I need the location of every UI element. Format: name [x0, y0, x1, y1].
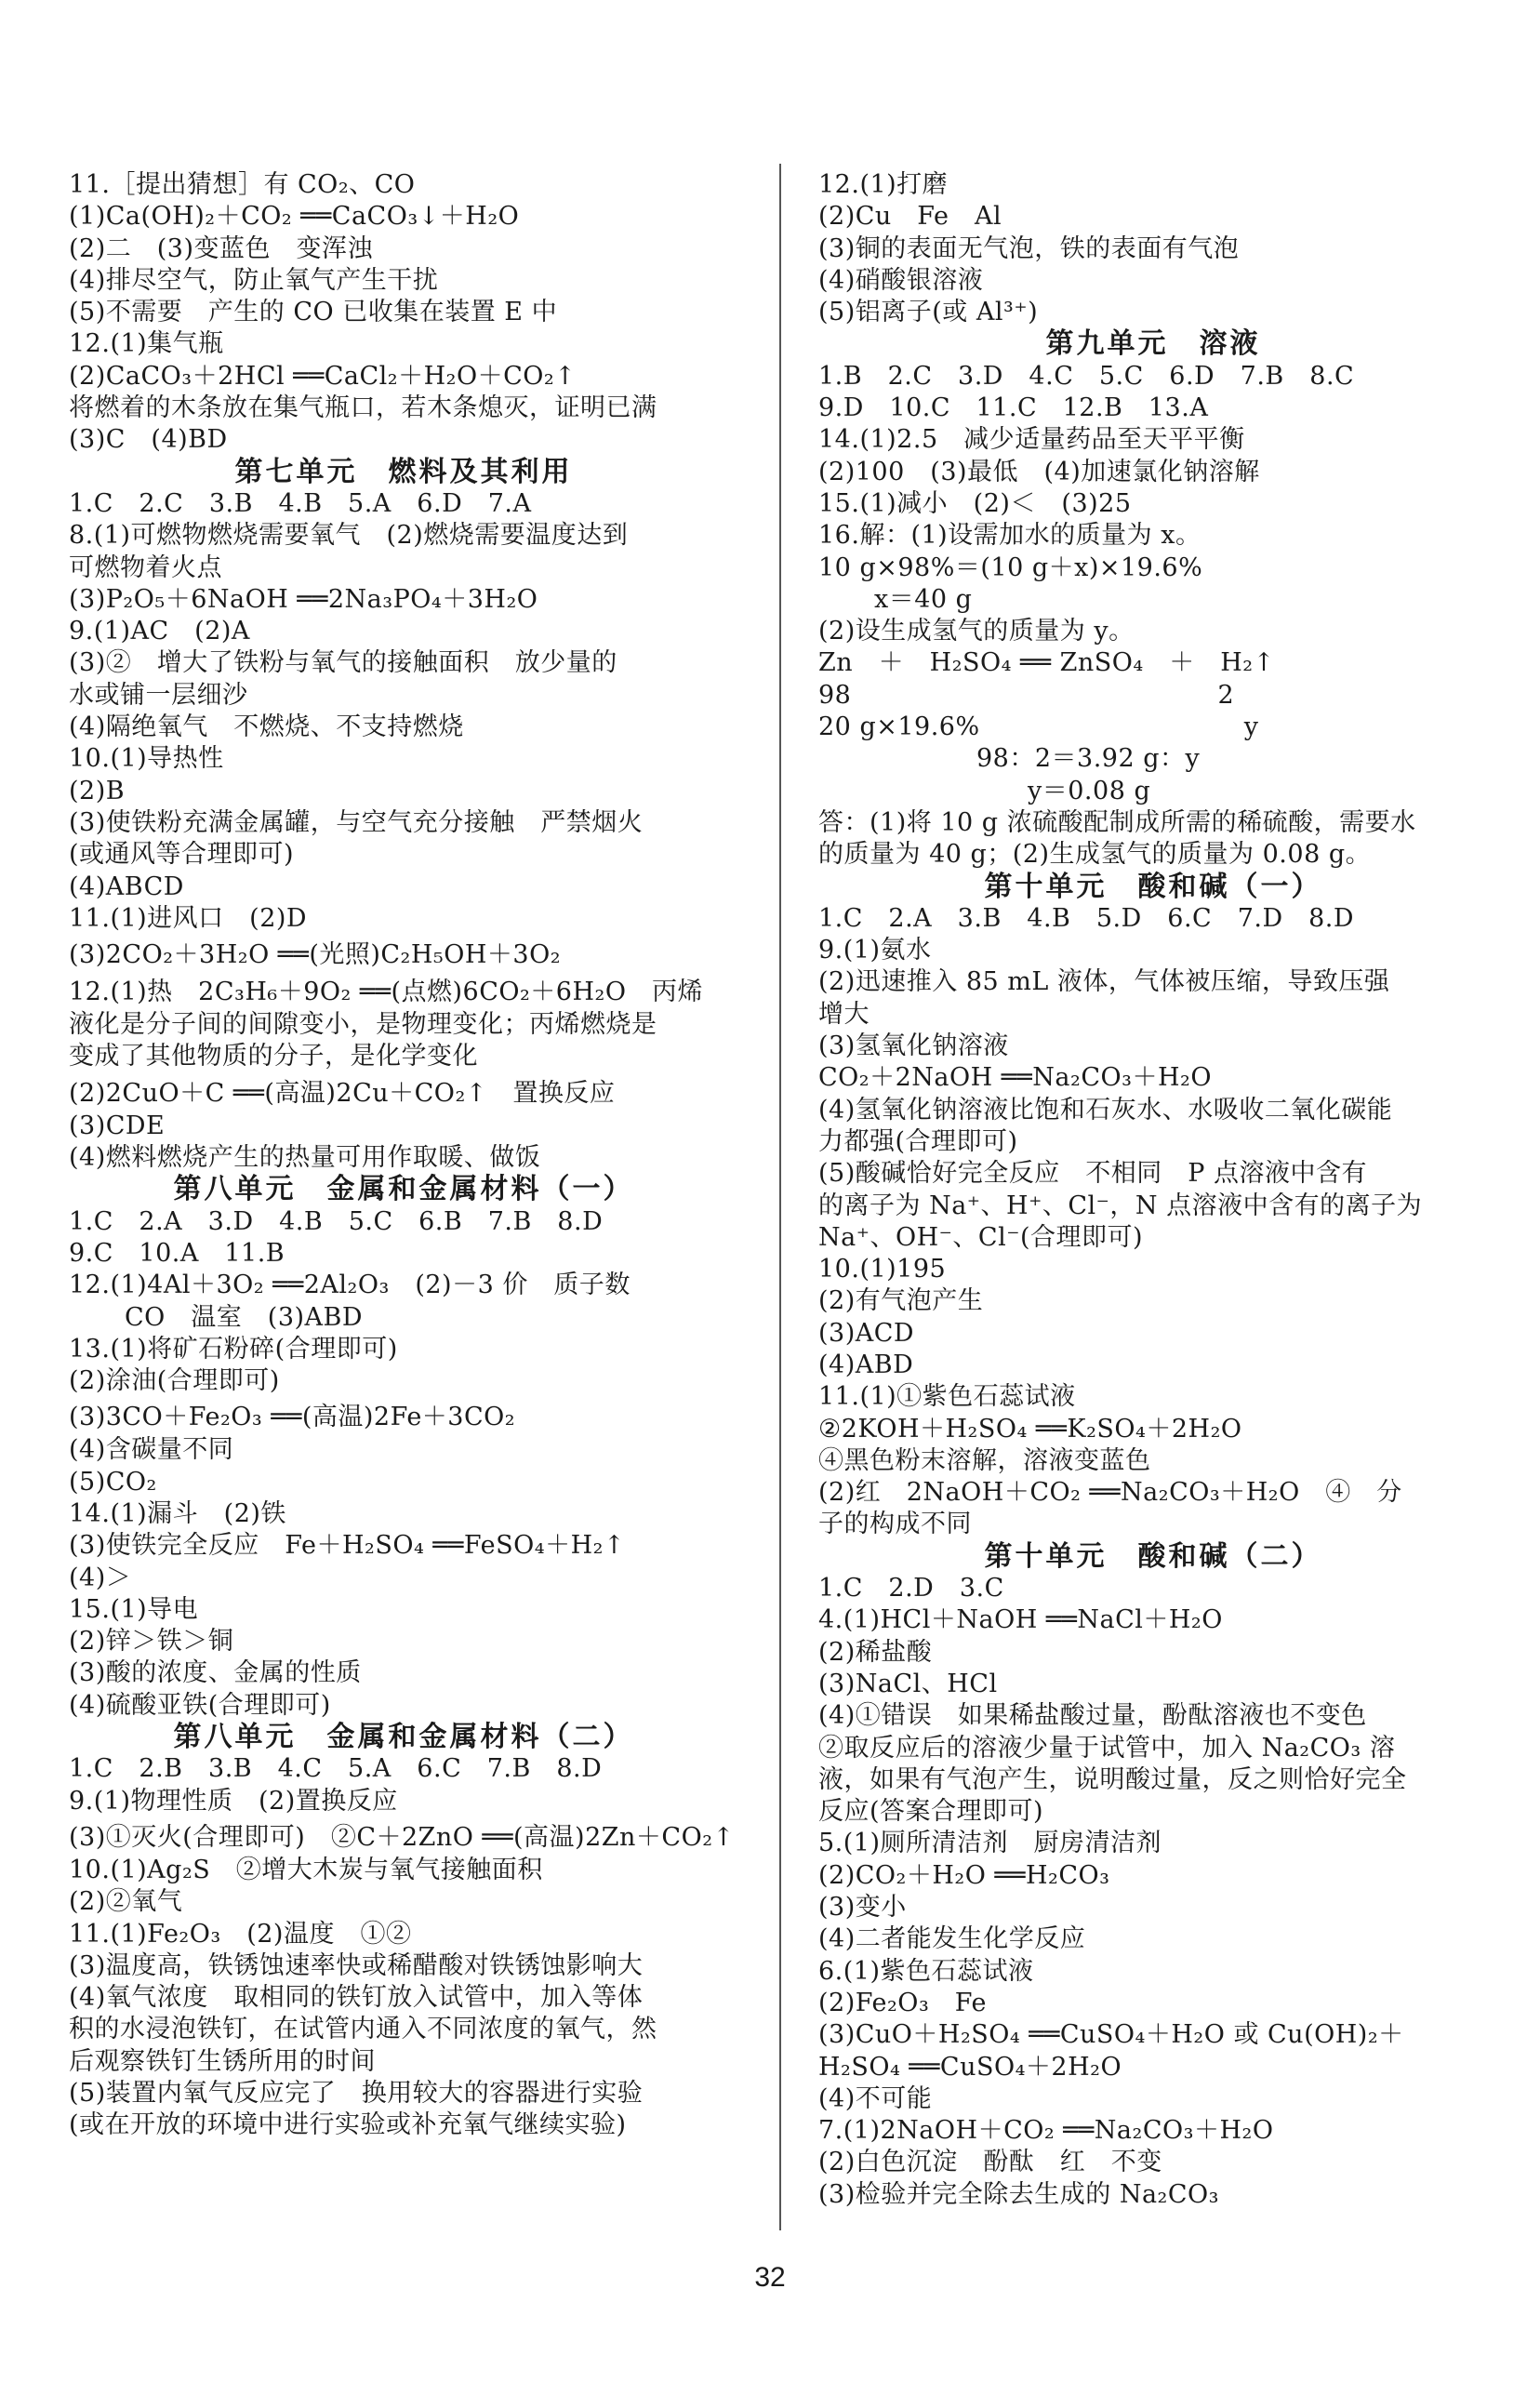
answer-line: Zn ＋ H₂SO₄ ══ ZnSO₄ ＋ H₂↑ [818, 648, 1275, 678]
answer-line: (3)2CO₂＋3H₂O ══(光照)C₂H₅OH＋3O₂ [69, 940, 562, 970]
answer-line: 积的水浸泡铁钉，在试管内通入不同浓度的氧气，然 [69, 2015, 657, 2044]
answer-line: 力都强(合理即可) [818, 1126, 1018, 1156]
answer-line: (2)Fe₂O₃ Fe [818, 1988, 987, 2017]
answer-line: (2)CaCO₃＋2HCl ══CaCl₂＋H₂O＋CO₂↑ [69, 361, 577, 391]
unit-heading: 第十单元 酸和碱（二） [984, 1539, 1322, 1573]
answer-line: (2)设生成氢气的质量为 y。 [818, 617, 1135, 646]
answer-line: 7.(1)2NaOH＋CO₂ ══Na₂CO₃＋H₂O [818, 2116, 1274, 2146]
answer-line: 1.C 2.D 3.C [818, 1574, 1004, 1604]
answer-line: ②取反应后的溶液少量于试管中，加入 Na₂CO₃ 溶 [818, 1733, 1396, 1763]
answer-line: (3)①灭火(合理即可) ②C＋2ZnO ══(高温)2Zn＋CO₂↑ [69, 1822, 735, 1852]
answer-line: 1.C 2.C 3.B 4.B 5.A 6.D 7.A [69, 488, 532, 518]
answer-line: (4)硝酸银溶液 [818, 265, 984, 295]
answer-line: (1)Ca(OH)₂＋CO₂ ══CaCO₃↓＋H₂O [69, 202, 520, 232]
answer-line: 水或铺一层细沙 [69, 680, 248, 710]
answer-line: 98：2＝3.92 g：y [976, 744, 1201, 774]
answer-line: 增大 [818, 999, 870, 1029]
answer-line: (2)迅速推入 85 mL 液体，气体被压缩，导致压强 [818, 967, 1390, 997]
unit-heading: 第十单元 酸和碱（一） [984, 870, 1322, 903]
answer-line: (3)CDE [69, 1111, 166, 1140]
answer-line: x＝40 g [874, 584, 973, 614]
answer-line: (3)② 增大了铁粉与氧气的接触面积 放少量的 [69, 648, 617, 678]
answer-line: (2)锌＞铁＞铜 [69, 1627, 234, 1657]
answer-line: 13.(1)将矿石粉碎(合理即可) [69, 1334, 398, 1364]
answer-line: (3)变小 [818, 1893, 907, 1923]
answer-line: 可燃物着火点 [69, 552, 222, 582]
answer-line: 1.C 2.B 3.B 4.C 5.A 6.C 7.B 8.D [69, 1754, 603, 1784]
answer-line: (2)白色沉淀 酚酞 红 不变 [818, 2148, 1162, 2177]
answer-line: (3)使铁粉充满金属罐，与空气充分接触 严禁烟火 [69, 807, 644, 837]
answer-line: (3)CuO＋H₂SO₄ ══CuSO₄＋H₂O 或 Cu(OH)₂＋ [818, 2020, 1404, 2050]
answer-line: (2)有气泡产生 [818, 1286, 984, 1316]
unit-heading: 第七单元 燃料及其利用 [234, 455, 573, 488]
answer-line: (2)B [69, 776, 126, 805]
answer-line: 1.C 2.A 3.D 4.B 5.C 6.B 7.B 8.D [69, 1206, 604, 1236]
answer-line: 4.(1)HCl＋NaOH ══NaCl＋H₂O [818, 1605, 1223, 1635]
answer-line: (5)装置内氧气反应完了 换用较大的容器进行实验 [69, 2079, 644, 2109]
answer-line: 反应(答案合理即可) [818, 1797, 1044, 1827]
answer-line: 9.(1)氨水 [818, 936, 932, 965]
answer-line: (4)含碳量不同 [69, 1435, 234, 1465]
answer-line: (或在开放的环境中进行实验或补充氧气继续实验) [69, 2110, 627, 2140]
answer-line: 9.C 10.A 11.B [69, 1238, 285, 1268]
unit-heading: 第八单元 金属和金属材料（一） [173, 1173, 634, 1206]
answer-line: (2)②氧气 [69, 1887, 183, 1917]
answer-line: H₂SO₄ ══CuSO₄＋2H₂O [818, 2052, 1122, 2082]
answer-line: (2)CO₂＋H₂O ══H₂CO₃ [818, 1860, 1110, 1890]
answer-line: (2)Cu Fe Al [818, 202, 1002, 232]
answer-line: 变成了其他物质的分子，是化学变化 [69, 1042, 478, 1071]
answer-line: 8.(1)可燃物燃烧需要氧气 (2)燃烧需要温度达到 [69, 521, 629, 551]
answer-line: y＝0.08 g [1028, 776, 1151, 805]
answer-line: 答：(1)将 10 g 浓硫酸配制成所需的稀硫酸，需要水 [818, 807, 1416, 837]
answer-line: (2)二 (3)变蓝色 变浑浊 [69, 233, 373, 263]
answer-line: (2)稀盐酸 [818, 1637, 933, 1667]
right-answer-column [818, 169, 1488, 2211]
answer-line: (3)P₂O₅＋6NaOH ══2Na₃PO₄＋3H₂O [69, 584, 538, 614]
answer-line: 9.(1)物理性质 (2)置换反应 [69, 1786, 398, 1816]
answer-line: (4)排尽空气，防止氧气产生干扰 [69, 265, 439, 295]
answer-line: (5)铝离子(或 Al³⁺) [818, 298, 1039, 327]
answer-line: 1.C 2.A 3.B 4.B 5.D 6.C 7.D 8.D [818, 903, 1355, 933]
answer-line: (3)温度高，铁锈蚀速率快或稀醋酸对铁锈蚀影响大 [69, 1950, 644, 1980]
answer-line: (4)ABD [818, 1350, 914, 1379]
answer-line: (4)①错误 如果稀盐酸过量，酚酞溶液也不变色 [818, 1701, 1367, 1731]
answer-line: (4)＞ [69, 1563, 132, 1592]
answer-line: 的质量为 40 g；(2)生成氢气的质量为 0.08 g。 [818, 840, 1372, 870]
answer-line: (2)红 2NaOH＋CO₂ ══Na₂CO₃＋H₂O ④ 分 [818, 1478, 1402, 1508]
answer-line: 20 g×19.6% y [818, 712, 1259, 742]
answer-line: (4)不可能 [818, 2083, 933, 2113]
answer-line: 10.(1)导热性 [69, 744, 224, 774]
answer-line: 9.(1)AC (2)A [69, 617, 250, 646]
answer-line: Na⁺、OH⁻、Cl⁻(合理即可) [818, 1222, 1144, 1252]
answer-line: (3)酸的浓度、金属的性质 [69, 1658, 362, 1688]
answer-line: (4)氧气浓度 取相同的铁钉放入试管中，加入等体 [69, 1983, 644, 2013]
answer-line: 12.(1)热 2C₃H₆＋9O₂ ══(点燃)6CO₂＋6H₂O 丙烯 [69, 978, 703, 1007]
answer-line: (3)使铁完全反应 Fe＋H₂SO₄ ══FeSO₄＋H₂↑ [69, 1531, 626, 1561]
answer-line: 11.(1)Fe₂O₃ (2)温度 ①② [69, 1919, 412, 1949]
answer-line: 后观察铁钉生锈所用的时间 [69, 2046, 376, 2076]
answer-line: (5)CO₂ [69, 1467, 157, 1497]
answer-line: 的离子为 Na⁺、H⁺、Cl⁻，N 点溶液中含有的离子为 [818, 1191, 1423, 1220]
page-number: 32 [754, 2262, 786, 2293]
answer-line: 液，如果有气泡产生，说明酸过量，反之则恰好完全 [818, 1764, 1407, 1794]
answer-line: (3)3CO＋Fe₂O₃ ══(高温)2Fe＋3CO₂ [69, 1403, 516, 1432]
answer-line: 10.(1)195 [818, 1255, 947, 1284]
answer-line: (或通风等合理即可) [69, 840, 295, 870]
answer-line: (4)隔绝氧气 不燃烧、不支持燃烧 [69, 712, 464, 742]
answer-line: (5)酸碱恰好完全反应 不相同 P 点溶液中含有 [818, 1159, 1367, 1189]
answer-line: 子的构成不同 [818, 1510, 972, 1539]
answer-line: (3)NaCl、HCl [818, 1669, 998, 1698]
answer-line: (3)ACD [818, 1318, 915, 1348]
answer-line: 11.［提出猜想］有 CO₂、CO [69, 170, 416, 199]
answer-line: CO 温室 (3)ABD [125, 1302, 364, 1332]
answer-line: (2)2CuO＋C ══(高温)2Cu＋CO₂↑ 置换反应 [69, 1078, 616, 1108]
answer-line: (2)100 (3)最低 (4)加速氯化钠溶解 [818, 457, 1260, 486]
answer-line: (4)燃料燃烧产生的热量可用作取暖、做饭 [69, 1143, 541, 1173]
answer-line: 11.(1)①紫色石蕊试液 [818, 1382, 1076, 1412]
answer-line: (3)C (4)BD [69, 425, 228, 455]
answer-line: (4)二者能发生化学反应 [818, 1924, 1086, 1954]
answer-line: 10.(1)Ag₂S ②增大木炭与氧气接触面积 [69, 1855, 543, 1884]
left-answer-column [69, 169, 738, 2142]
answer-line: ②2KOH＋H₂SO₄ ══K₂SO₄＋2H₂O [818, 1414, 1242, 1444]
unit-heading: 第八单元 金属和金属材料（二） [173, 1721, 634, 1754]
answer-line: ④黑色粉末溶解，溶液变蓝色 [818, 1445, 1151, 1475]
unit-heading: 第九单元 溶液 [1045, 327, 1261, 361]
answer-line: 11.(1)进风口 (2)D [69, 903, 308, 933]
answer-line: (5)不需要 产生的 CO 已收集在装置 E 中 [69, 298, 558, 327]
answer-line: 98 2 [818, 680, 1235, 710]
answer-line: 5.(1)厕所清洁剂 厨房清洁剂 [818, 1829, 1162, 1858]
answer-line: 将燃着的木条放在集气瓶口，若木条熄灭，证明已满 [69, 393, 657, 423]
answer-line: CO₂＋2NaOH ══Na₂CO₃＋H₂O [818, 1063, 1212, 1093]
answer-line: (2)涂油(合理即可) [69, 1366, 280, 1396]
answer-line: 6.(1)紫色石蕊试液 [818, 1956, 1034, 1986]
column-divider [779, 164, 781, 2230]
answer-line: 9.D 10.C 11.C 12.B 13.A [818, 393, 1209, 423]
answer-line: 15.(1)导电 [69, 1594, 199, 1624]
answer-line: 14.(1)漏斗 (2)铁 [69, 1498, 286, 1528]
answer-line: (3)氢氧化钠溶液 [818, 1031, 1009, 1061]
answer-line: (4)ABCD [69, 872, 184, 901]
answer-line: 12.(1)打磨 [818, 170, 949, 199]
answer-line: (3)铜的表面无气泡，铁的表面有气泡 [818, 233, 1240, 263]
answer-line: 16.解：(1)设需加水的质量为 x。 [818, 521, 1201, 551]
answer-line: 12.(1)4Al＋3O₂ ══2Al₂O₃ (2)－3 价 质子数 [69, 1271, 631, 1300]
answer-line: 15.(1)减小 (2)＜ (3)25 [818, 488, 1132, 518]
answer-line: 14.(1)2.5 减少适量药品至天平平衡 [818, 425, 1245, 455]
answer-line: (3)检验并完全除去生成的 Na₂CO₃ [818, 2179, 1219, 2209]
answer-line: (4)氢氧化钠溶液比饱和石灰水、水吸收二氧化碳能 [818, 1095, 1393, 1124]
answer-line: 液化是分子间的间隙变小，是物理变化；丙烯燃烧是 [69, 1010, 657, 1040]
answer-line: 12.(1)集气瓶 [69, 329, 224, 359]
answer-line: 10 g×98%＝(10 g＋x)×19.6% [818, 552, 1203, 582]
answer-line: 1.B 2.C 3.D 4.C 5.C 6.D 7.B 8.C [818, 361, 1355, 391]
answer-line: (4)硫酸亚铁(合理即可) [69, 1690, 331, 1720]
